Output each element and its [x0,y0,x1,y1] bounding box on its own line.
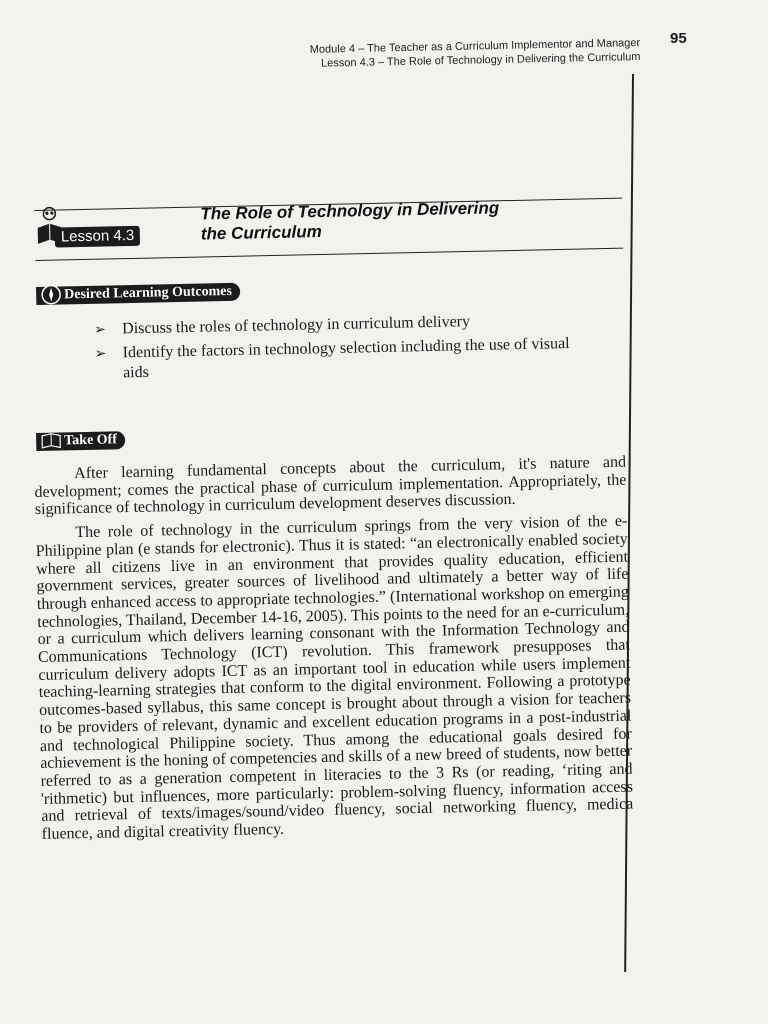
title-rule-bottom [35,248,623,261]
lesson-title [200,196,621,245]
lesson-title-line1: The Role of Technology in Delivering [200,198,500,224]
book-icon [40,429,62,451]
arrow-bullet-icon: ➢ [94,345,107,362]
takeoff-heading-text: Take Off [64,432,118,449]
takeoff-body [34,454,634,850]
list-item [95,334,596,384]
lesson-title-block [34,184,623,264]
outcomes-list [94,310,595,388]
module-line: Module 4 – The Teacher as a Curriculum Implementor and Manager [309,36,641,56]
lesson-badge: Lesson 4.3 [55,226,141,248]
body-paragraph: After learning fundamental concepts about the curriculum, it's nature and development; comes the practical phase of curriculum implementation. Appropriately, the significance of technology in curriculum development deserves discussion. [34,453,627,519]
lesson-line: Lesson 4.3 – The Role of Technology in Delivering the Curriculum [320,50,641,70]
running-header [228,36,640,73]
outcome-text: Identify the factors in technology selection including the use of visual aids [122,335,570,382]
body-paragraph: The role of technology in the curriculum springs from the very vision of the e-Philippine plan (e stands for electronic). Thus it is stated: “an electronically enabled society where all citizens live in an environment that provides quality education, efficient government services, greater sources of livelihood and ultimately a better way of life through enhanced access to appropriate technologies.” (International workshop on emerging technologies, Thailand, December 14-16, 2005). This points to the need for an e-curriculum, or a curriculum which delivers learning consonant with the Information Technology and Communications Technology (ICT) revolution. This framework presupposes that curriculum delivery adopts ICT as an important tool in education while users implement teaching-learning strategies that conform to the digital environment. Following a prototype outcomes-based syllabus, this same concept is brought about through a vision for teachers to be providers of relevant, dynamic and excellent education programs in a post-industrial and technological Philippine society. Thus among the educational goals desired for achievement is the honing of competencies and skills of a new breed of students, now better referred to as a generation competent in literacies to the 3 Rs (or reading, ‘riting and 'rithmetic) but influences, more particularly: problem-solving fluency, information access and retrieval of texts/images/sound/video fluency, social networking fluency, medica fluence, and digital creativity fluency. [35,512,634,843]
outcomes-heading-text: Desired Learning Outcomes [64,283,233,303]
outcomes-heading [36,283,240,305]
arrow-bullet-icon: ➢ [94,321,107,338]
outcome-text: Discuss the roles of technology in curriculum delivery [122,313,471,338]
lesson-title-line2: the Curriculum [200,221,322,244]
compass-icon [40,283,62,305]
page-number: 95 [670,30,687,47]
takeoff-heading [36,431,125,451]
